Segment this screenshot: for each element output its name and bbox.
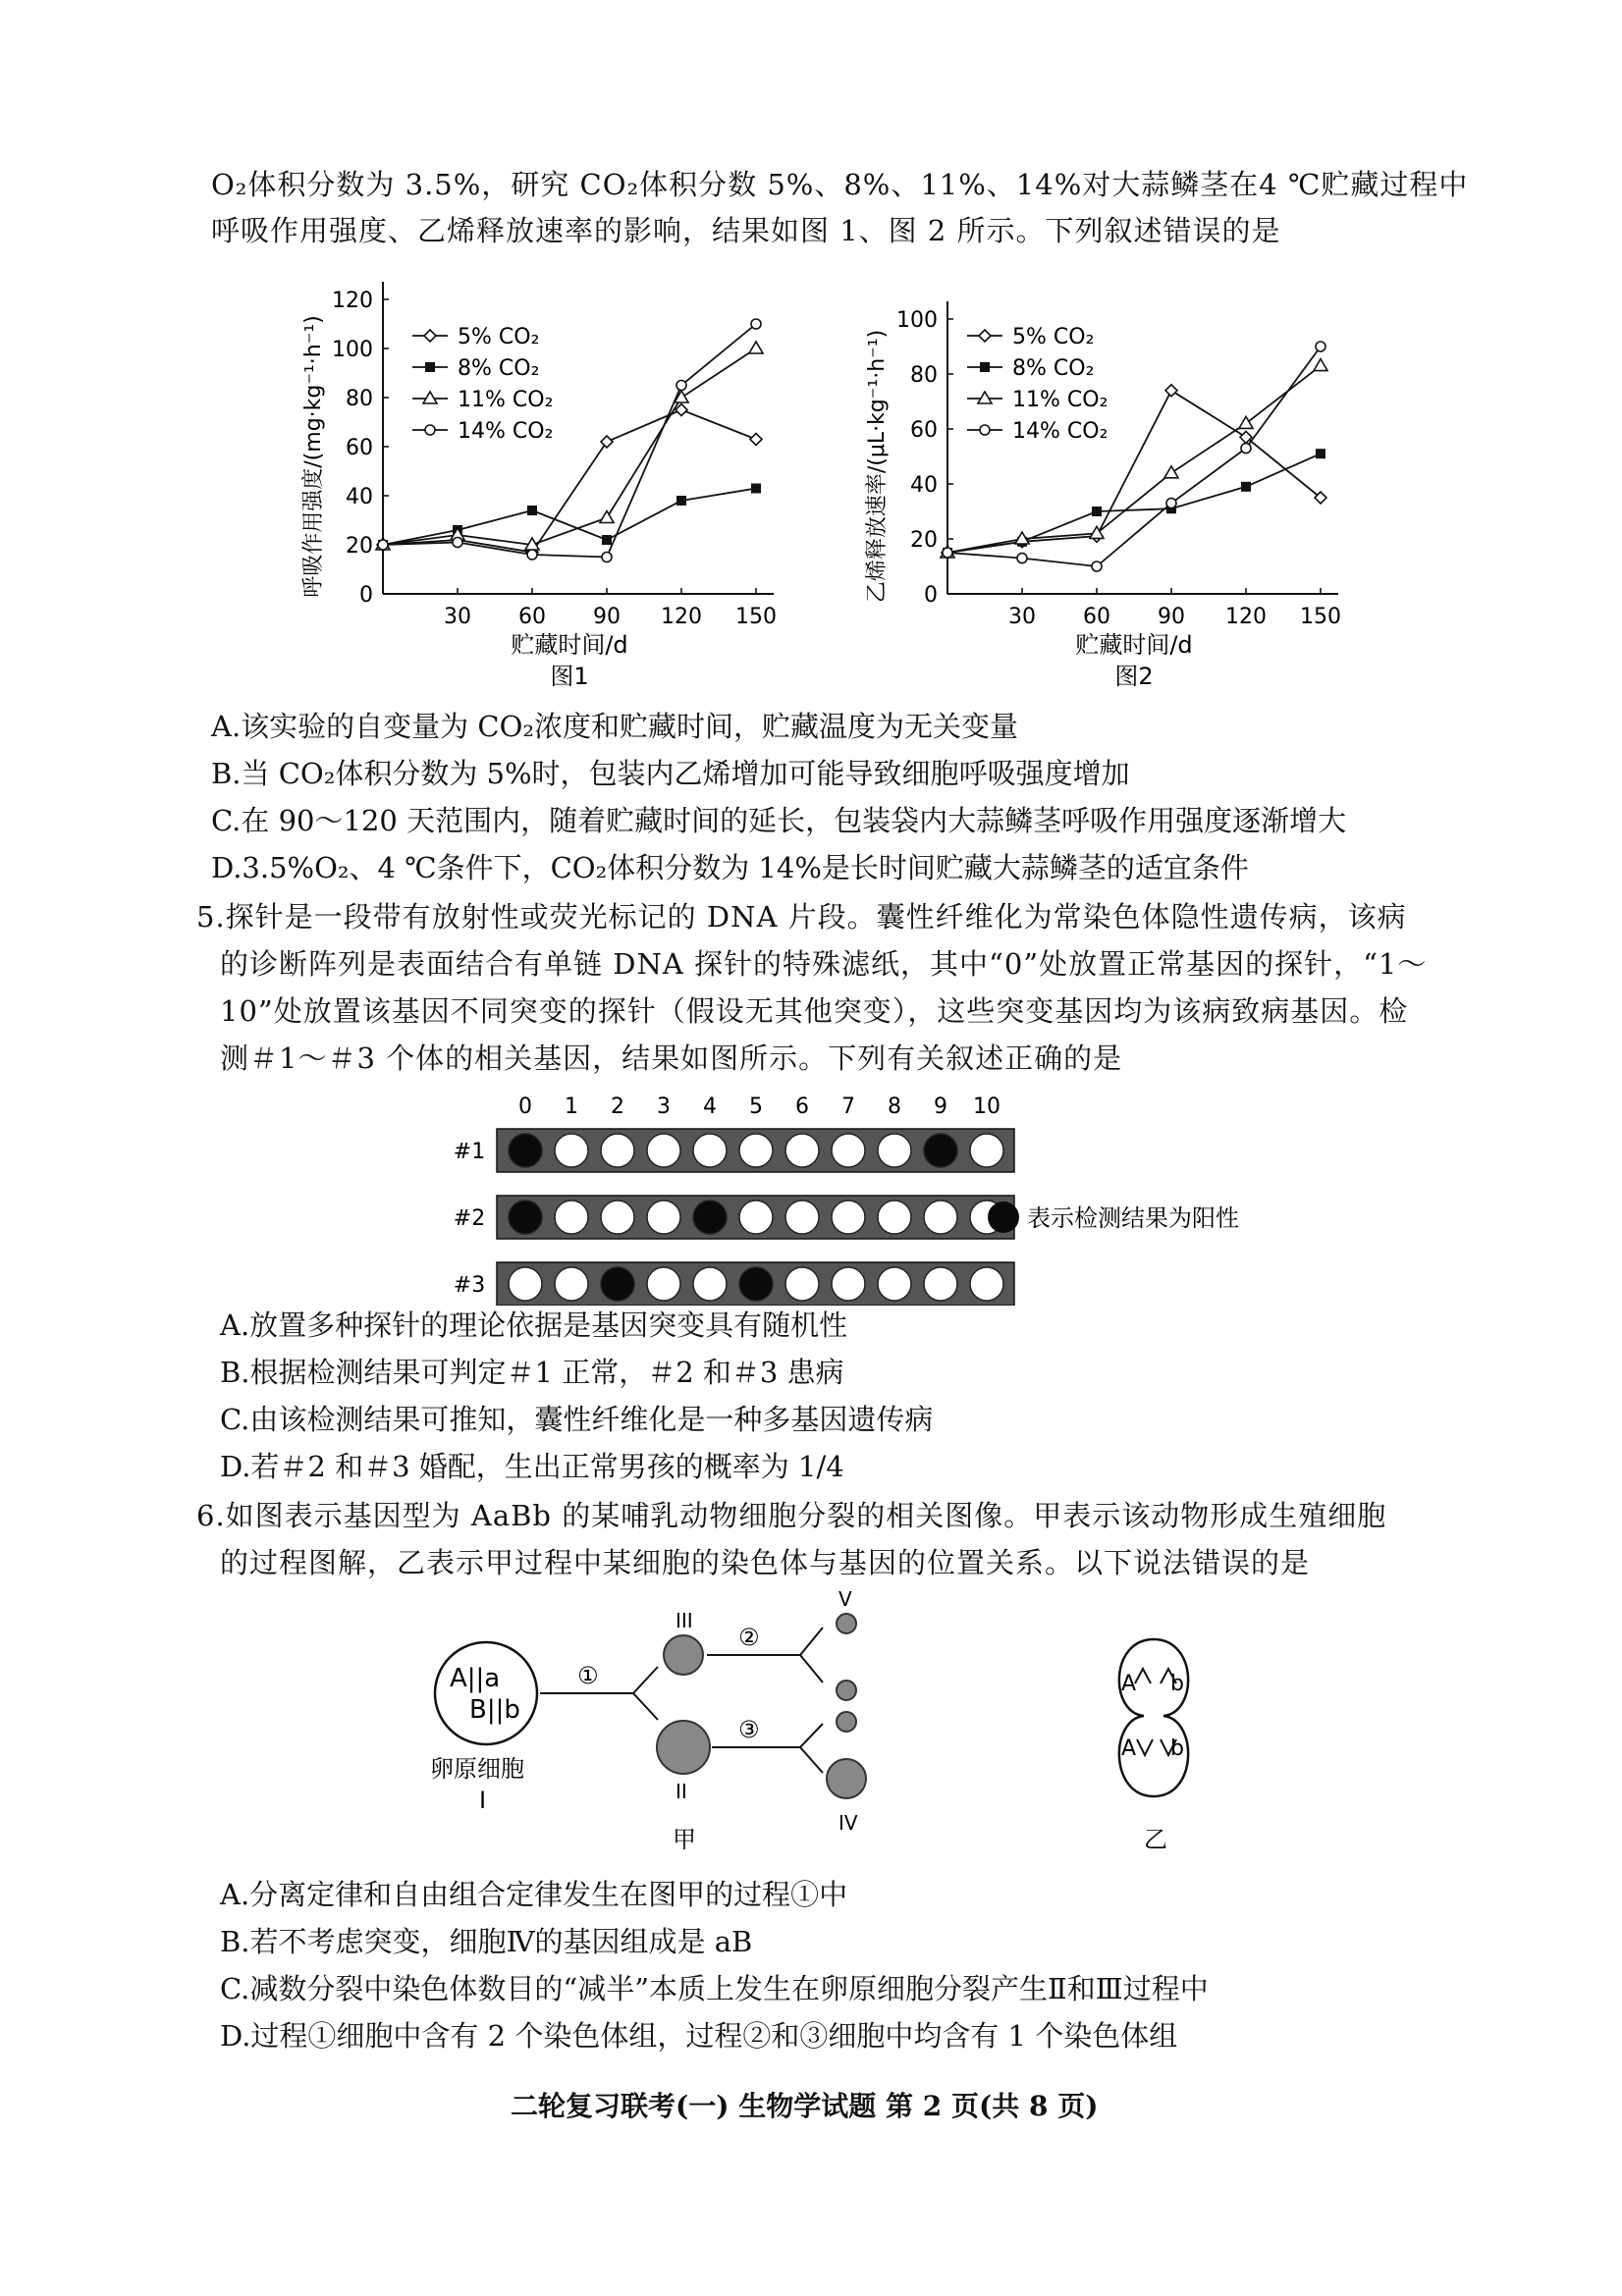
q5-line-2: 的诊断阵列是表面结合有单链 DNA 探针的特殊滤纸，其中“0”处放置正常基因的探针，“1～: [220, 947, 1428, 981]
probe-dot-negative: [832, 1267, 865, 1301]
probe-number: 0: [518, 1095, 532, 1119]
probe-dot-negative: [693, 1267, 727, 1301]
probe-dot-negative: [647, 1267, 680, 1301]
data-point: [527, 550, 537, 560]
q5-line-3: 10”处放置该基因不同突变的探针（假设无其他突变），这些突变基因均为该病致病基因。检: [220, 994, 1409, 1028]
data-point: [1165, 385, 1177, 397]
legend-label: 8% CO₂: [458, 356, 540, 381]
probe-dot-negative: [878, 1201, 911, 1234]
probe-number: 3: [657, 1095, 671, 1119]
legend-marker: [423, 392, 437, 403]
probe-number: 1: [565, 1095, 578, 1119]
legend-label: 5% CO₂: [458, 325, 540, 349]
roman-IV: IV: [838, 1811, 858, 1835]
probe-number: 2: [611, 1095, 624, 1119]
data-point: [1241, 482, 1251, 492]
q6-line-2: 的过程图解，乙表示甲过程中某细胞的染色体与基因的位置关系。以下说法错误的是: [220, 1546, 1311, 1579]
cell-II: [657, 1721, 710, 1774]
x-tick-label: 150: [1300, 605, 1341, 629]
positive-legend-dot: [988, 1201, 1019, 1233]
legend-label: 14% CO₂: [1012, 419, 1108, 444]
probe-dot-negative: [970, 1267, 1003, 1301]
probe-dot-negative: [970, 1134, 1003, 1167]
oogonium-genes-top: A||a: [450, 1664, 501, 1693]
cell-V: [837, 1614, 856, 1633]
y-tick-label: 0: [924, 583, 938, 608]
legend-label: 11% CO₂: [1012, 388, 1108, 412]
y-axis-label: 乙烯释放速率/(μL·kg⁻¹·h⁻¹): [865, 329, 890, 604]
probe-dot-negative: [509, 1267, 542, 1301]
x-tick-label: 120: [1225, 605, 1267, 629]
data-point: [751, 319, 761, 329]
probe-number: 7: [841, 1095, 855, 1119]
probe-dot-negative: [693, 1134, 727, 1167]
y-tick-label: 80: [910, 363, 938, 388]
data-point: [1316, 449, 1325, 458]
row-label: #3: [453, 1273, 486, 1298]
probe-dot-negative: [555, 1134, 588, 1167]
probe-dot-negative: [647, 1201, 680, 1234]
q6-option-a: A.分离定律和自由组合定律发生在图甲的过程①中: [220, 1878, 848, 1911]
legend-marker: [424, 330, 436, 342]
data-point: [1314, 359, 1327, 371]
q6-option-d: D.过程①细胞中含有 2 个染色体组，过程②和③细胞中均含有 1 个染色体组: [220, 2019, 1178, 2053]
legend-label: 11% CO₂: [458, 388, 554, 412]
q4-option-d: D.3.5%O₂、4 ℃条件下，CO₂体积分数为 14%是长时间贮藏大蒜鳞茎的适宜条件: [211, 851, 1249, 884]
y-tick-label: 60: [346, 436, 373, 460]
yi-top-gene-b: b: [1170, 1672, 1184, 1696]
probe-number: 5: [749, 1095, 763, 1119]
probe-dot-negative: [555, 1201, 588, 1234]
probe-dot-negative: [601, 1201, 634, 1234]
probe-number: 10: [973, 1095, 1000, 1119]
probe-dot-negative: [601, 1134, 634, 1167]
probe-dot-negative: [924, 1201, 957, 1234]
step-3: ③: [738, 1716, 760, 1743]
probe-dot-negative: [924, 1267, 957, 1301]
data-point: [378, 540, 388, 550]
probe-number: 8: [888, 1095, 901, 1119]
legend-label: 8% CO₂: [1012, 356, 1095, 381]
probe-dot-negative: [832, 1134, 865, 1167]
data-point: [1316, 342, 1325, 351]
oogonium-genes-bottom: B||b: [469, 1695, 520, 1725]
probe-dot-positive: [924, 1134, 957, 1167]
data-point: [751, 484, 761, 494]
y-tick-label: 60: [910, 418, 938, 443]
probe-dot-positive: [509, 1201, 542, 1234]
roman-I: I: [479, 1787, 487, 1814]
x-tick-label: 90: [593, 605, 621, 629]
cell-IV: [827, 1759, 866, 1798]
data-point: [750, 434, 762, 446]
roman-V: V: [838, 1590, 852, 1611]
label-yi: 乙: [1144, 1826, 1167, 1853]
y-tick-label: 20: [910, 528, 938, 553]
row-label: #1: [453, 1140, 486, 1164]
legend-marker: [980, 425, 990, 435]
q4-intro-line-2: 呼吸作用强度、乙烯释放速率的影响，结果如图 1、图 2 所示。下列叙述错误的是: [211, 214, 1281, 247]
data-point: [943, 548, 952, 558]
y-tick-label: 20: [346, 534, 373, 559]
data-point: [600, 511, 614, 523]
q5-option-a: A.放置多种探针的理论依据是基因突变具有随机性: [220, 1308, 848, 1342]
oogonium-cell: [435, 1642, 537, 1744]
probe-dot-negative: [878, 1134, 911, 1167]
legend-marker: [425, 362, 435, 372]
probe-dot-positive: [509, 1134, 542, 1167]
x-tick-label: 120: [661, 605, 702, 629]
y-tick-label: 40: [346, 485, 373, 509]
q4-intro-line-1: O₂体积分数为 3.5%，研究 CO₂体积分数 5%、8%、11%、14%对大蒜鳞茎在4 ℃贮藏过程中: [211, 168, 1469, 201]
roman-III: III: [676, 1609, 693, 1632]
x-tick-label: 30: [1008, 605, 1036, 629]
series-line: [947, 366, 1321, 553]
data-point: [602, 553, 612, 562]
legend-marker: [978, 392, 992, 403]
legend-marker: [980, 362, 990, 372]
legend-label: 14% CO₂: [458, 419, 554, 444]
chart-caption: 图2: [1114, 663, 1154, 687]
x-axis-label: 贮藏时间/d: [1075, 631, 1193, 659]
polar-body-2: [837, 1712, 856, 1732]
probe-dot-negative: [785, 1134, 819, 1167]
page-footer: 二轮复习联考(一) 生物学试题 第 2 页(共 8 页): [511, 2090, 1099, 2122]
y-tick-label: 100: [332, 338, 373, 362]
data-point: [602, 535, 612, 545]
probe-dot-positive: [601, 1267, 634, 1301]
legend-label: 5% CO₂: [1012, 325, 1095, 349]
q4-option-c: C.在 90～120 天范围内，随着贮藏时间的延长，包装袋内大蒜鳞茎呼吸作用强度逐渐增大: [211, 804, 1347, 837]
step-2: ②: [738, 1624, 760, 1651]
q5-line-1: 5.探针是一段带有放射性或荧光标记的 DNA 片段。囊性纤维化为常染色体隐性遗传病，该病: [196, 900, 1407, 934]
data-point: [1164, 466, 1178, 478]
y-tick-label: 40: [910, 473, 938, 498]
probe-dot-positive: [739, 1267, 773, 1301]
row-label: #2: [453, 1206, 486, 1231]
probe-dot-positive: [693, 1201, 727, 1234]
roman-II: II: [676, 1780, 687, 1803]
q6-option-b: B.若不考虑突变，细胞Ⅳ的基因组成是 aB: [220, 1925, 753, 1958]
series-line: [383, 348, 756, 545]
q5-option-d: D.若＃2 和＃3 婚配，生出正常男孩的概率为 1/4: [220, 1450, 844, 1483]
q5-line-4: 测＃1～＃3 个体的相关基因，结果如图所示。下列有关叙述正确的是: [220, 1041, 1123, 1075]
probe-dot-negative: [739, 1201, 773, 1234]
y-tick-label: 0: [359, 583, 373, 608]
cell-III: [664, 1635, 703, 1675]
yi-bottom-gene-b: b: [1170, 1736, 1184, 1761]
data-point: [676, 496, 686, 506]
dividing-cell: [1119, 1639, 1188, 1796]
legend-marker: [979, 330, 991, 342]
polar-body-1: [837, 1681, 856, 1700]
x-tick-label: 150: [735, 605, 777, 629]
data-point: [749, 342, 763, 353]
probe-dot-negative: [785, 1201, 819, 1234]
data-point: [676, 381, 686, 391]
q6-line-1: 6.如图表示基因型为 AaBb 的某哺乳动物细胞分裂的相关图像。甲表示该动物形成生殖细胞: [196, 1499, 1387, 1532]
y-tick-label: 100: [896, 308, 938, 333]
probe-number: 4: [703, 1095, 717, 1119]
probe-dot-negative: [647, 1134, 680, 1167]
probe-dot-negative: [785, 1267, 819, 1301]
yi-bottom-gene-A: A: [1121, 1736, 1137, 1761]
yi-top-gene-A: A: [1121, 1672, 1137, 1696]
chart-caption: 图1: [550, 663, 589, 687]
meiosis-diagram: [422, 1590, 1306, 1865]
probe-dot-negative: [878, 1267, 911, 1301]
legend-marker: [425, 425, 435, 435]
data-point: [1092, 561, 1102, 571]
probe-number: 9: [934, 1095, 947, 1119]
y-axis-label: 呼吸作用强度/(mg·kg⁻¹·h⁻¹): [301, 315, 326, 598]
series-line: [947, 347, 1321, 566]
q4-option-b: B.当 CO₂体积分数为 5%时，包装内乙烯增加可能导致细胞呼吸强度增加: [211, 757, 1130, 790]
y-tick-label: 120: [332, 289, 373, 313]
data-point: [601, 436, 613, 448]
probe-dot-negative: [739, 1134, 773, 1167]
q6-option-c: C.减数分裂中染色体数目的“减半”本质上发生在卵原细胞分裂产生Ⅱ和Ⅲ过程中: [220, 1972, 1209, 2005]
probe-array: [432, 1090, 1276, 1306]
step-1: ①: [577, 1662, 599, 1689]
oogonium-label: 卵原细胞: [430, 1755, 524, 1783]
data-point: [527, 506, 537, 515]
data-point: [1166, 499, 1176, 508]
q4-option-a: A.该实验的自变量为 CO₂浓度和贮藏时间，贮藏温度为无关变量: [211, 710, 1018, 743]
label-jia: 甲: [673, 1826, 696, 1853]
y-tick-label: 80: [346, 387, 373, 411]
data-point: [1241, 444, 1251, 454]
probe-dot-negative: [555, 1267, 588, 1301]
probe-number: 6: [795, 1095, 809, 1119]
q5-option-b: B.根据检测结果可判定＃1 正常，＃2 和＃3 患病: [220, 1356, 844, 1389]
probe-dot-negative: [832, 1201, 865, 1234]
x-tick-label: 60: [1083, 605, 1110, 629]
positive-legend-label: 表示检测结果为阳性: [1027, 1204, 1239, 1232]
x-tick-label: 60: [518, 605, 546, 629]
series-line: [383, 324, 756, 558]
chart-1: [285, 255, 835, 687]
data-point: [453, 538, 462, 548]
data-point: [1017, 554, 1027, 563]
chart-2: [854, 255, 1365, 687]
x-tick-label: 90: [1158, 605, 1185, 629]
data-point: [1092, 507, 1102, 516]
data-point: [1239, 416, 1253, 428]
q5-option-c: C.由该检测结果可推知，囊性纤维化是一种多基因遗传病: [220, 1403, 934, 1436]
x-tick-label: 30: [444, 605, 471, 629]
x-axis-label: 贮藏时间/d: [511, 631, 628, 659]
series-line: [947, 391, 1321, 553]
